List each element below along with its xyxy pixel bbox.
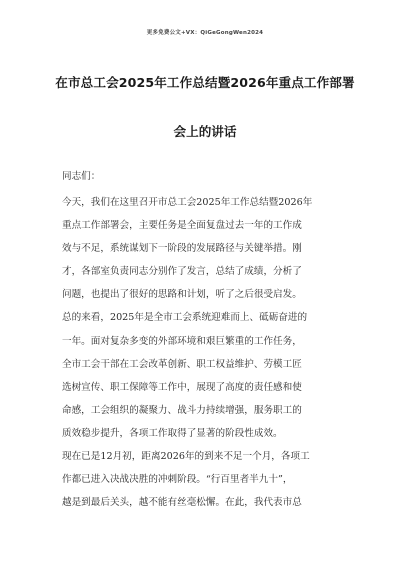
salutation: 同志们： <box>62 171 101 182</box>
body-line: 全市工会干部在工会改革创新、职工权益维护、劳模工匠 <box>62 358 302 370</box>
body-line: 作都已进入决战决胜的冲刺阶段。“行百里者半九十”， <box>62 474 293 486</box>
body-line: 问题，也提出了很好的思路和计划，听了之后很受启发。 <box>62 289 302 301</box>
document-title: 在市总工会2025年工作总结暨2026年重点工作部署 <box>55 75 355 90</box>
body-line: 一年。面对复杂多变的外部环境和艰巨繁重的工作任务， <box>62 335 302 347</box>
body-line: 才，各部室负责同志分别作了发言，总结了成绩，分析了 <box>62 266 302 278</box>
body-line: 质效稳步提升，各项工作取得了显著的阶段性成效。 <box>62 427 283 439</box>
body-text <box>62 191 352 514</box>
body-line: 选树宣传、职工保障等工作中，展现了高度的责任感和使 <box>62 381 302 393</box>
document-title-continued: 会上的讲话 <box>173 124 237 139</box>
body-line: 今天，我们在这里召开市总工会2025年工作总结暨2026年 <box>62 197 313 208</box>
header-note: 更多免费公文+VX：QiGeGongWen2024 <box>146 30 264 36</box>
body-line: 总的来看，2025年是全市工会系统迎难而上、砥砺奋进的 <box>62 312 308 324</box>
body-line: 效与不足，系统谋划下一阶段的发展路径与关键举措。刚 <box>62 243 302 255</box>
body-line: 现在已是12月初，距离2026年的到来不足一个月，各项工 <box>62 451 310 463</box>
body-line: 重点工作部署会，主要任务是全面复盘过去一年的工作成 <box>62 220 302 232</box>
body-line: 命感，工会组织的凝聚力、战斗力持续增强，服务职工的 <box>62 404 302 416</box>
body-line: 越是到最后关头，越不能有丝毫松懈。在此，我代表市总 <box>62 497 302 509</box>
